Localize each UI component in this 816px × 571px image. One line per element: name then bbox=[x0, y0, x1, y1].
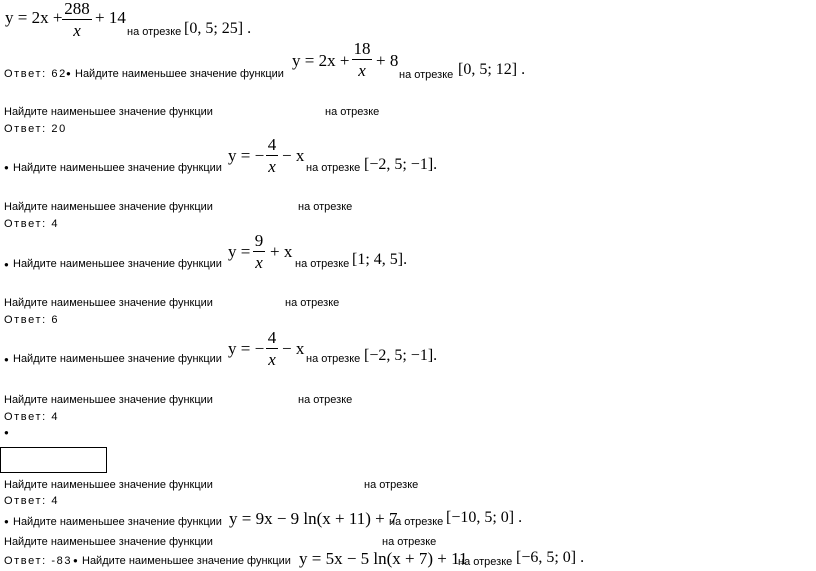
fraction-bar bbox=[253, 251, 265, 252]
formula-1-denominator: x bbox=[73, 21, 81, 40]
task-text-5b: Найдите наименьшее значение функции bbox=[13, 353, 222, 365]
bullet-icon: ● bbox=[66, 69, 71, 78]
task-text-8: Найдите наименьшее значение функции bbox=[4, 536, 213, 548]
bullet-icon: ● bbox=[4, 260, 9, 269]
empty-formula-box bbox=[0, 447, 107, 473]
formula-1-fraction bbox=[62, 0, 92, 39]
formula-3-denominator: x bbox=[268, 157, 276, 176]
on-interval-label-7b: на отрезке bbox=[389, 516, 444, 528]
task-text-8b: Найдите наименьшее значение функции bbox=[82, 555, 291, 567]
formula-1-rhs: + 14 bbox=[95, 8, 126, 27]
interval-4: [1; 4, 5]. bbox=[352, 251, 408, 268]
formula-4-fraction bbox=[253, 232, 265, 271]
formula-3-rhs: − x bbox=[282, 146, 305, 165]
bullet-icon: ● bbox=[4, 355, 9, 364]
task-text-7: Найдите наименьшее значение функции bbox=[4, 479, 213, 491]
bullet-icon: ● bbox=[4, 428, 9, 437]
formula-3-numerator: 4 bbox=[267, 135, 277, 154]
fraction-bar bbox=[266, 348, 278, 349]
on-interval-label-8: на отрезке bbox=[382, 536, 437, 548]
task-text-5: Найдите наименьшее значение функции bbox=[4, 297, 213, 309]
on-interval-label-3b: на отрезке bbox=[306, 162, 361, 174]
formula-7: y = 5x − 5 ln(x + 7) + 11 bbox=[299, 549, 468, 568]
interval-2: [0, 5; 12] . bbox=[458, 61, 526, 78]
answer-minus-83: Ответ: -83 bbox=[4, 555, 73, 567]
formula-1-numerator: 288 bbox=[64, 0, 90, 18]
answer-4b: Ответ: 4 bbox=[4, 411, 60, 423]
formula-3-fraction bbox=[266, 136, 278, 175]
formula-3-lhs: y = − bbox=[228, 146, 265, 165]
formula-2-lhs: y = 2x + bbox=[292, 51, 350, 70]
task-text-3: Найдите наименьшее значение функции bbox=[4, 106, 213, 118]
interval-5: [−2, 5; −1]. bbox=[364, 347, 438, 364]
bullet-icon: ● bbox=[4, 517, 9, 526]
on-interval-label-6: на отрезке bbox=[298, 394, 353, 406]
task-text-4b: Найдите наименьшее значение функции bbox=[13, 258, 222, 270]
on-interval-label-4: на отрезке bbox=[298, 201, 353, 213]
bullet-icon: ● bbox=[4, 163, 9, 172]
interval-6: [−10, 5; 0] . bbox=[446, 509, 523, 526]
fraction-bar bbox=[62, 19, 92, 20]
on-interval-label-7: на отрезке bbox=[364, 479, 419, 491]
formula-2-denominator: x bbox=[358, 61, 366, 80]
formula-2-fraction bbox=[352, 40, 372, 79]
formula-4-numerator: 9 bbox=[254, 231, 264, 250]
formula-1-lhs: y = 2x + bbox=[5, 8, 63, 27]
interval-3: [−2, 5; −1]. bbox=[364, 156, 438, 173]
answer-6: Ответ: 6 bbox=[4, 314, 60, 326]
formula-5-fraction bbox=[266, 329, 278, 368]
task-text-2: Найдите наименьшее значение функции bbox=[75, 68, 284, 80]
answer-4: Ответ: 4 bbox=[4, 218, 60, 230]
fraction-bar bbox=[266, 155, 278, 156]
formula-6: y = 9x − 9 ln(x + 11) + 7 bbox=[229, 509, 398, 528]
on-interval-label-2: на отрезке bbox=[399, 69, 454, 81]
formula-4-lhs: y = bbox=[228, 242, 251, 261]
formula-4-denominator: x bbox=[255, 253, 263, 272]
task-text-6: Найдите наименьшее значение функции bbox=[4, 394, 213, 406]
formula-5-rhs: − x bbox=[282, 339, 305, 358]
on-interval-label-1: на отрезке bbox=[127, 26, 182, 38]
formula-5-numerator: 4 bbox=[267, 328, 277, 347]
on-interval-label-5: на отрезке bbox=[285, 297, 340, 309]
interval-1: [0, 5; 25] . bbox=[184, 20, 252, 37]
task-text-4: Найдите наименьшее значение функции bbox=[4, 201, 213, 213]
formula-5-denominator: x bbox=[268, 350, 276, 369]
formula-5-lhs: y = − bbox=[228, 339, 265, 358]
fraction-bar bbox=[352, 59, 372, 60]
answer-20: Ответ: 20 bbox=[4, 123, 67, 135]
on-interval-label-8b: на отрезке bbox=[458, 556, 513, 568]
interval-7: [−6, 5; 0] . bbox=[516, 549, 585, 566]
task-text-7b: Найдите наименьшее значение функции bbox=[13, 516, 222, 528]
answer-62: Ответ: 62 bbox=[4, 68, 67, 80]
formula-2-rhs: + 8 bbox=[376, 51, 399, 70]
answer-4c: Ответ: 4 bbox=[4, 495, 60, 507]
on-interval-label-4b: на отрезке bbox=[295, 258, 350, 270]
formula-2-numerator: 18 bbox=[353, 39, 371, 58]
task-text-3b: Найдите наименьшее значение функции bbox=[13, 162, 222, 174]
on-interval-label-5b: на отрезке bbox=[306, 353, 361, 365]
formula-4-rhs: + x bbox=[270, 242, 293, 261]
bullet-icon: ● bbox=[73, 556, 78, 565]
on-interval-label-3: на отрезке bbox=[325, 106, 380, 118]
